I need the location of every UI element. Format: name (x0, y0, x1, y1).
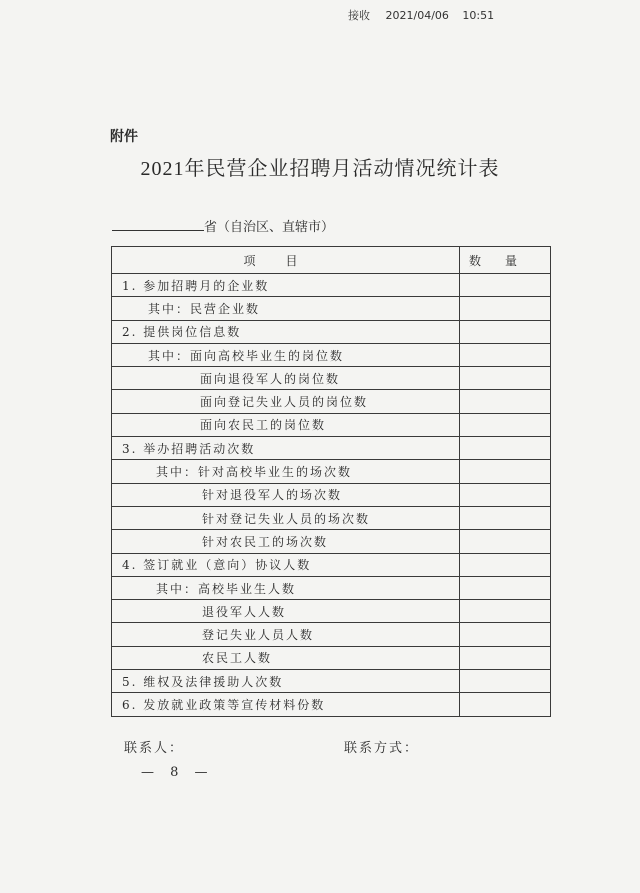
qty-cell[interactable] (460, 460, 551, 483)
contact-method-label: 联系方式： (344, 741, 420, 756)
row-label: 面向农民工的岗位数 (112, 413, 460, 436)
qty-cell[interactable] (460, 320, 551, 343)
row-label: 其中：面向高校毕业生的岗位数 (112, 343, 460, 366)
table-row (112, 390, 551, 413)
receipt-stamp (348, 7, 494, 23)
qty-cell[interactable] (460, 693, 551, 716)
table-row (112, 437, 551, 460)
table-row (112, 646, 551, 669)
qty-cell[interactable] (460, 553, 551, 576)
table-row (112, 576, 551, 599)
table-row (112, 367, 551, 390)
qty-cell[interactable] (460, 367, 551, 390)
table-row (112, 274, 551, 297)
table-row (112, 553, 551, 576)
row-label: 针对农民工的场次数 (112, 530, 460, 553)
qty-cell[interactable] (460, 506, 551, 529)
qty-cell[interactable] (460, 576, 551, 599)
row-label: 面向登记失业人员的岗位数 (112, 390, 460, 413)
contact-person-label: 联系人： (124, 741, 185, 756)
row-label: 登记失业人员人数 (112, 623, 460, 646)
row-label: 6. 发放就业政策等宣传材料份数 (112, 693, 460, 716)
row-label: 退役军人人数 (112, 600, 460, 623)
stats-table (111, 246, 551, 717)
qty-cell[interactable] (460, 390, 551, 413)
table-row (112, 413, 551, 436)
row-label: 2. 提供岗位信息数 (112, 320, 460, 343)
table-row (112, 623, 551, 646)
col-qty-header: 数量 (460, 247, 551, 274)
row-label: 其中：民营企业数 (112, 297, 460, 320)
row-label: 针对登记失业人员的场次数 (112, 506, 460, 529)
table-header (112, 247, 551, 274)
attachment-label: 附件 (110, 129, 138, 145)
page-title (0, 152, 640, 181)
qty-cell[interactable] (460, 600, 551, 623)
stamp-label: 接收 (348, 9, 370, 22)
table-row (112, 600, 551, 623)
row-label: 针对退役军人的场次数 (112, 483, 460, 506)
row-label: 4. 签订就业（意向）协议人数 (112, 553, 460, 576)
table-row (112, 506, 551, 529)
title-text: 年民营企业招聘月活动情况统计表 (184, 156, 500, 180)
province-blank (112, 216, 204, 231)
table-row (112, 483, 551, 506)
table-row (112, 320, 551, 343)
qty-cell[interactable] (460, 297, 551, 320)
stamp-time: 10:51 (462, 9, 495, 22)
province-label: 省（自治区、直辖市） (204, 220, 335, 235)
row-label: 面向退役军人的岗位数 (112, 367, 460, 390)
qty-cell[interactable] (460, 670, 551, 693)
row-label: 农民工人数 (112, 646, 460, 669)
qty-cell[interactable] (460, 623, 551, 646)
table-row (112, 530, 551, 553)
qty-cell[interactable] (460, 413, 551, 436)
table-row (112, 693, 551, 716)
row-label: 其中：高校毕业生人数 (112, 576, 460, 599)
qty-cell[interactable] (460, 646, 551, 669)
qty-cell[interactable] (460, 343, 551, 366)
table-row (112, 297, 551, 320)
page-number: — 8 — (141, 765, 214, 780)
table-row (112, 343, 551, 366)
table-row (112, 460, 551, 483)
table-row (112, 670, 551, 693)
qty-cell[interactable] (460, 437, 551, 460)
row-label: 1. 参加招聘月的企业数 (112, 274, 460, 297)
row-label: 3. 举办招聘活动次数 (112, 437, 460, 460)
qty-cell[interactable] (460, 483, 551, 506)
title-year: 2021 (140, 158, 185, 180)
row-label: 其中：针对高校毕业生的场次数 (112, 460, 460, 483)
province-line (112, 216, 334, 235)
row-label: 5. 维权及法律援助人次数 (112, 670, 460, 693)
qty-cell[interactable] (460, 530, 551, 553)
col-item-header: 项目 (112, 247, 460, 274)
qty-cell[interactable] (460, 274, 551, 297)
stamp-date: 2021/04/06 (385, 9, 449, 22)
